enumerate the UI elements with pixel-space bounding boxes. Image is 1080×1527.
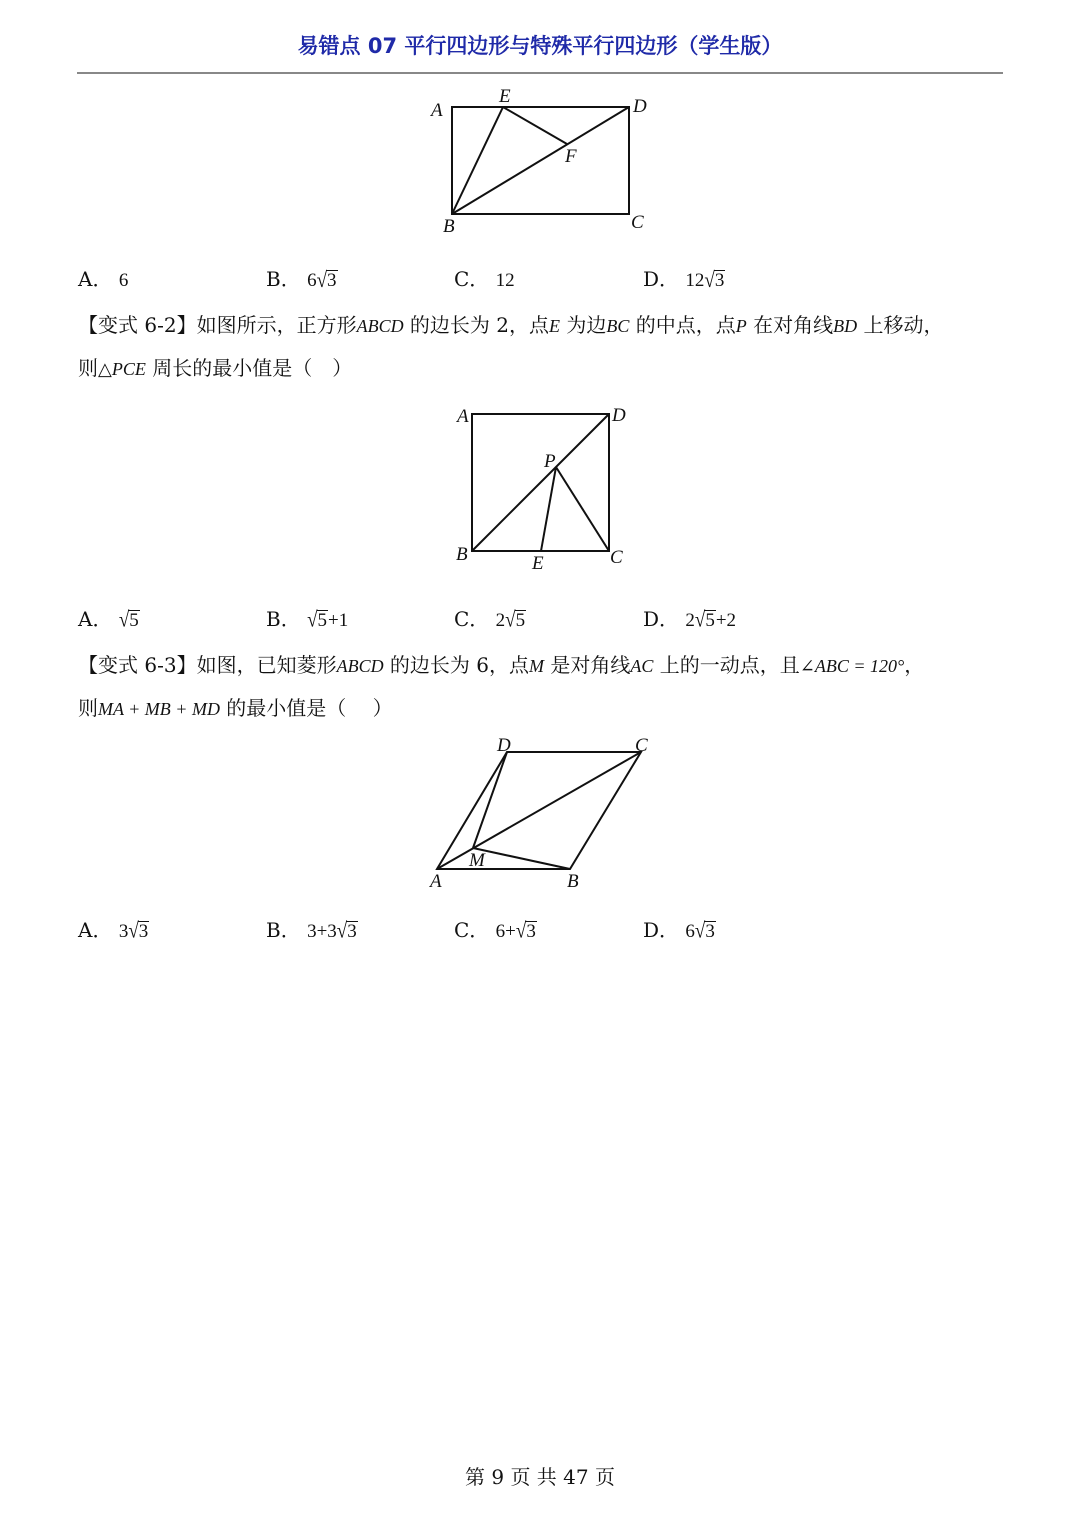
coefficient: 12 — [685, 270, 705, 291]
option-letter: C． — [454, 918, 490, 942]
figure-1-label-f: F — [565, 146, 577, 167]
radicand: 5 — [317, 610, 327, 631]
q2-option-a[interactable] — [78, 603, 140, 632]
figure-1-rectangle — [420, 80, 670, 240]
radicand: 3 — [705, 921, 715, 942]
option-value — [685, 610, 736, 631]
option-letter: B． — [266, 918, 301, 942]
option-letter: D． — [643, 607, 680, 631]
figure-3-label-d: D — [497, 735, 511, 756]
q3-option-a[interactable] — [78, 914, 149, 943]
option-value — [119, 921, 149, 942]
coefficient: 3+3 — [307, 921, 337, 942]
math-var: △PCE — [98, 359, 146, 379]
math-var: ABCD — [336, 656, 384, 676]
option-value — [307, 610, 348, 631]
problem-tag: 【变式 6-3】 — [78, 653, 197, 677]
q1-option-c[interactable] — [454, 263, 515, 292]
sqrt-symbol: √3 — [515, 919, 536, 944]
option-letter: C． — [454, 267, 490, 291]
coefficient: 6 — [685, 921, 695, 942]
figure-1-label-b: B — [443, 216, 455, 237]
q2-option-c[interactable] — [454, 603, 526, 632]
q3-option-b[interactable] — [266, 914, 358, 943]
problem-text: 周长的最小值是（ ） — [145, 356, 353, 380]
option-value — [685, 921, 715, 942]
coefficient: 6+ — [495, 921, 516, 942]
option-letter: A． — [78, 918, 113, 942]
figure-3-label-b: B — [567, 871, 579, 892]
option-letter: A． — [78, 607, 113, 631]
suffix: +2 — [715, 610, 737, 631]
sqrt-symbol: √5 — [118, 608, 139, 633]
option-letter: D． — [643, 267, 680, 291]
figure-3-label-m: M — [469, 850, 485, 871]
radicand: 3 — [347, 921, 357, 942]
q2-option-b[interactable] — [266, 603, 348, 632]
problem-text: 的中点，点 — [629, 313, 736, 337]
q2-option-d[interactable] — [643, 603, 736, 632]
coefficient: 3 — [118, 921, 129, 942]
sqrt-symbol: √5 — [307, 608, 327, 633]
figure-2-label-b: B — [456, 544, 468, 565]
figure-3-label-a: A — [430, 871, 442, 892]
option-value — [307, 921, 358, 942]
problem-6-3-line-1 — [78, 644, 1008, 687]
figure-1-label-e: E — [499, 86, 511, 107]
problem-text: 如图，已知菱形 — [196, 653, 337, 677]
radicand: 3 — [526, 921, 536, 942]
figure-1-label-c: C — [631, 212, 644, 233]
problem-6-2-line-2 — [78, 347, 1008, 390]
sqrt-symbol: √3 — [128, 919, 149, 944]
radicand: 3 — [714, 270, 725, 291]
option-value — [307, 270, 337, 291]
math-var: P — [735, 316, 747, 336]
question-1-options — [78, 263, 978, 293]
figure-1-label-d: D — [633, 96, 647, 117]
figure-2-label-p: P — [544, 451, 556, 472]
sqrt-symbol: √3 — [336, 919, 357, 944]
option-value: 6 — [118, 270, 129, 291]
figure-2-label-d: D — [612, 405, 626, 426]
coefficient: 6 — [307, 270, 317, 291]
radicand: 5 — [129, 610, 139, 631]
figure-1-label-a: A — [431, 100, 443, 121]
suffix: +1 — [328, 610, 349, 631]
question-3-options — [78, 914, 978, 944]
problem-6-2 — [78, 304, 1008, 390]
question-2-options — [78, 603, 978, 633]
figure-2-label-e: E — [532, 553, 544, 574]
option-value — [685, 270, 725, 291]
problem-6-3 — [78, 644, 1008, 730]
math-expression: MA + MB + MD — [98, 699, 220, 719]
q1-option-a[interactable] — [78, 263, 128, 292]
problem-text: 的边长为 6，点 — [383, 653, 530, 677]
page-footer: 第 9 页 共 47 页 — [465, 1465, 615, 1489]
math-var: AC — [630, 656, 654, 676]
sqrt-symbol: √5 — [694, 608, 715, 633]
figure-3-rhombus — [420, 730, 670, 895]
q3-option-d[interactable] — [643, 914, 716, 943]
header-divider — [77, 72, 1003, 74]
math-var: BC — [606, 316, 630, 336]
math-var: M — [529, 656, 545, 676]
math-expression: ∠ABC = 120° — [799, 656, 905, 676]
problem-text: ， — [904, 653, 925, 677]
radicand: 3 — [327, 270, 337, 291]
problem-text: 上的一动点，且 — [653, 653, 800, 677]
figure-2-square — [445, 400, 645, 580]
figure-2-label-a: A — [457, 406, 469, 427]
sqrt-symbol: √3 — [694, 919, 715, 944]
problem-text: 上移动， — [857, 313, 944, 337]
option-value — [119, 610, 140, 631]
option-value: 12 — [495, 270, 515, 291]
problem-tag: 【变式 6-2】 — [78, 313, 197, 337]
problem-text: 则 — [78, 356, 98, 380]
problem-6-3-line-2 — [78, 687, 1008, 730]
math-var: BD — [833, 316, 858, 336]
problem-text: 的最小值是（ ） — [219, 696, 393, 720]
option-letter: B． — [266, 607, 301, 631]
option-letter: B． — [266, 267, 301, 291]
problem-text: 在对角线 — [746, 313, 834, 337]
option-letter: D． — [643, 918, 680, 942]
radicand: 5 — [515, 610, 526, 631]
sqrt-symbol: √3 — [316, 268, 337, 293]
math-var: ABCD — [356, 316, 404, 336]
radicand: 3 — [138, 921, 149, 942]
coefficient: 2 — [685, 610, 695, 631]
option-letter: A． — [78, 267, 113, 291]
radicand: 5 — [705, 610, 715, 631]
page-header-title: 易错点 07 平行四边形与特殊平行四边形（学生版） — [297, 34, 783, 58]
problem-6-2-line-1 — [78, 304, 1008, 347]
problem-text: 的边长为 2，点 — [403, 313, 550, 337]
problem-text: 如图所示，正方形 — [196, 313, 357, 337]
q1-option-d[interactable] — [643, 263, 725, 292]
option-letter: C． — [454, 607, 490, 631]
sqrt-symbol: √5 — [505, 608, 526, 633]
problem-text: 则 — [78, 696, 98, 720]
problem-text: 是对角线 — [544, 653, 631, 677]
q1-option-b[interactable] — [266, 263, 338, 292]
sqrt-symbol: √3 — [704, 268, 725, 293]
q3-option-c[interactable] — [454, 914, 537, 943]
option-value — [496, 921, 537, 942]
figure-2-label-c: C — [610, 547, 623, 568]
figure-3-label-c: C — [635, 735, 648, 756]
problem-text: 为边 — [560, 313, 607, 337]
math-var: E — [549, 316, 561, 336]
option-value — [496, 610, 526, 631]
coefficient: 2 — [495, 610, 506, 631]
